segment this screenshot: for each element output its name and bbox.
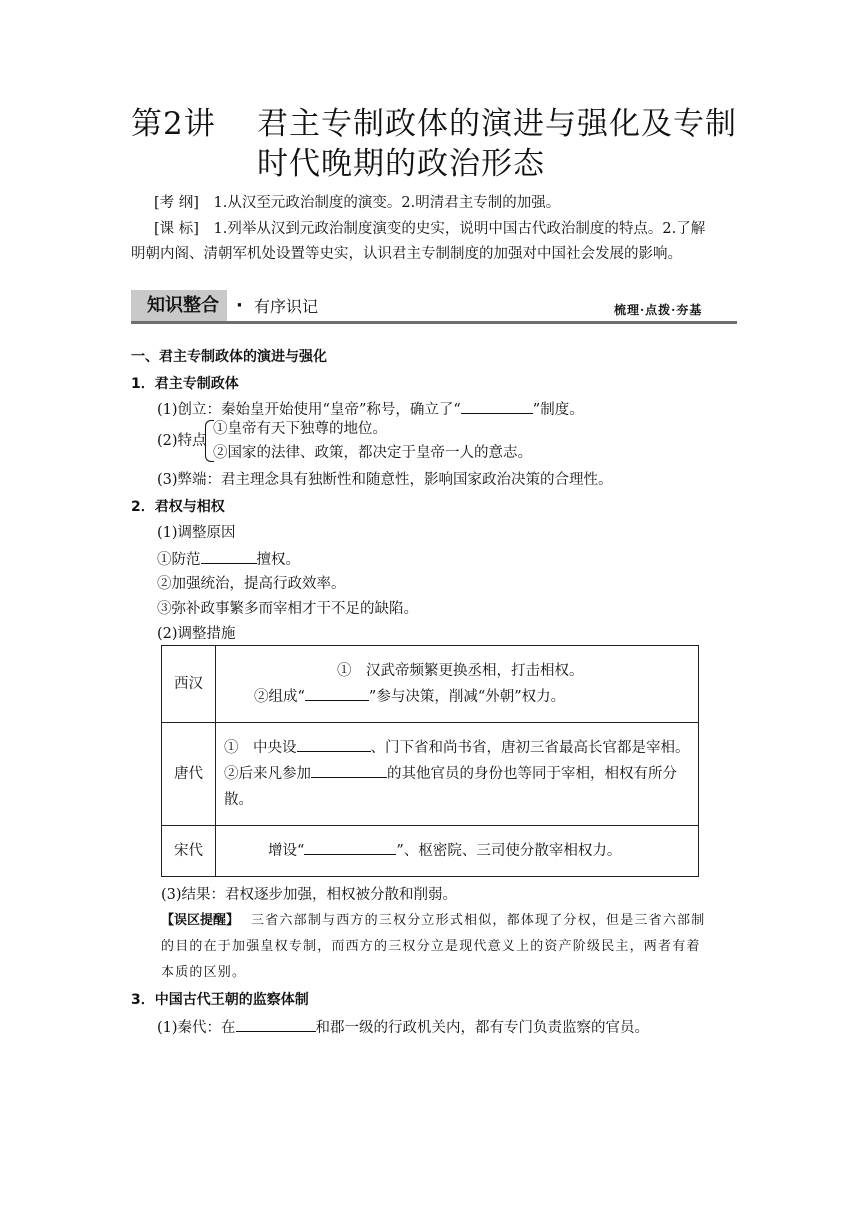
kebiao-row [154, 219, 705, 239]
tip-line2: 的目的在于加强皇权专制，而西方的三权分立是现代意义上的资产阶级民主，两者有着 [161, 939, 701, 954]
item1-p2-b: ②国家的法律、政策，都决定于皇帝一人的意志。 [213, 445, 532, 461]
item1-p1 [157, 398, 584, 420]
banner-right: 梳理·点拨·夯基 [614, 303, 703, 317]
blank-field [305, 685, 369, 701]
kaogang-row [154, 193, 560, 213]
xihan-a: ① 汉武帝频繁更换丞相，打击相权。 [337, 663, 584, 679]
table-cell-label: 西汉 [162, 646, 216, 723]
songdai-text [224, 838, 690, 864]
item2-r1-pre: ①防范 [157, 552, 201, 568]
kaogang-text: 1.从汉至元政治制度的演变。2.明清君主专制的加强。 [213, 195, 561, 211]
xihan-b-pre: ②组成“ [254, 689, 305, 705]
item1-p2-label: (2)特点 [157, 433, 207, 449]
tangdai-b-post: 的其他官员的身份也等同于宰相，相权有所分散。 [224, 766, 677, 808]
item1-p1-post: ”制度。 [532, 402, 584, 418]
tip-line3: 本质的区别。 [161, 965, 247, 980]
songdai-pre: 增设“ [268, 843, 305, 859]
xihan-b-post: ”参与决策，削减“外朝”权力。 [368, 689, 566, 705]
tip-label: 【误区提醒】 [161, 913, 240, 928]
tangdai-b-pre: ②后来凡参加 [224, 766, 311, 782]
table-cell-body [216, 723, 699, 826]
item3-p1-pre: (1)秦代：在 [157, 1020, 236, 1036]
table-cell-label: 唐代 [162, 723, 216, 826]
banner-main: 知识整合 [147, 295, 219, 316]
kebiao-text-cont: 明朝内阁、清朝军机处设置等史实，认识君主专制制度的加强对中国社会发展的影响。 [131, 246, 682, 262]
table-cell-body [216, 646, 699, 723]
blank-field [236, 1016, 316, 1032]
item1-p3: (3)弊端：君主理念具有独断性和随意性，影响国家政治决策的合理性。 [157, 472, 613, 488]
item2-sub1: (1)调整原因 [157, 525, 236, 541]
banner-sub: 有序识记 [254, 297, 319, 316]
blank-field [201, 548, 257, 564]
item2-r1 [157, 548, 300, 570]
songdai-post: ”、枢密院、三司使分散宰相权力。 [396, 843, 622, 859]
item2-r1-post: 擅权。 [256, 552, 300, 568]
lecture-number: 第2讲 [131, 106, 216, 142]
item3-p1 [157, 1016, 649, 1038]
item1-p1-pre: (1)创立：秦始皇开始使用“皇帝”称号，确立了“ [157, 402, 461, 418]
section1-heading: 一、君主专制政体的演进与强化 [131, 349, 327, 365]
item2-r2: ②加强统治，提高行政效率。 [157, 576, 346, 592]
tangdai-b [224, 761, 690, 813]
table-cell-body [216, 826, 699, 877]
kebiao-text: 1.列举从汉到元政治制度演变的史实，说明中国古代政治制度的特点。2.了解 [213, 221, 706, 237]
table-row-xihan [162, 646, 699, 723]
kaogang-label: [考 纲] [154, 195, 199, 211]
tangdai-a-post: 、门下省和尚书省，唐初三省最高长官都是宰相。 [370, 740, 690, 756]
xihan-b [224, 684, 690, 710]
adjustment-table [161, 645, 699, 877]
item2-result: (3)结果：君权逐步加强，相权被分散和削弱。 [161, 887, 458, 903]
tip-line1 [161, 911, 705, 931]
page-title-line1: 君主专制政体的演进与强化及专制 [257, 106, 737, 142]
item1-p2-a: ①皇帝有天下独尊的地位。 [213, 421, 387, 437]
item3-heading: 3．中国古代王朝的监察体制 [131, 992, 309, 1008]
tip-text1: 三省六部制与西方的三权分立形式相似，都体现了分权，但是三省六部制 [251, 913, 706, 928]
table-row-tangdai [162, 723, 699, 826]
section-banner-rule [131, 321, 737, 324]
banner-dot: · [236, 295, 243, 316]
item1-heading: 1．君主专制政体 [131, 376, 239, 392]
tangdai-a-pre: ① 中央设 [224, 740, 297, 756]
table-cell-label: 宋代 [162, 826, 216, 877]
blank-field [297, 736, 371, 752]
item2-r3: ③弥补政事繁多而宰相才干不足的缺陷。 [157, 601, 418, 617]
blank-field [311, 762, 387, 778]
item2-heading: 2．君权与相权 [131, 499, 225, 515]
item3-p1-post: 和郡一级的行政机关内，都有专门负责监察的官员。 [315, 1020, 650, 1036]
page-title-line2: 时代晚期的政治形态 [257, 146, 545, 182]
kebiao-label: [课 标] [154, 221, 199, 237]
blank-field [461, 398, 533, 414]
table-row-songdai [162, 826, 699, 877]
tangdai-a [224, 735, 690, 761]
blank-field [304, 839, 396, 855]
item2-sub2: (2)调整措施 [157, 626, 236, 642]
